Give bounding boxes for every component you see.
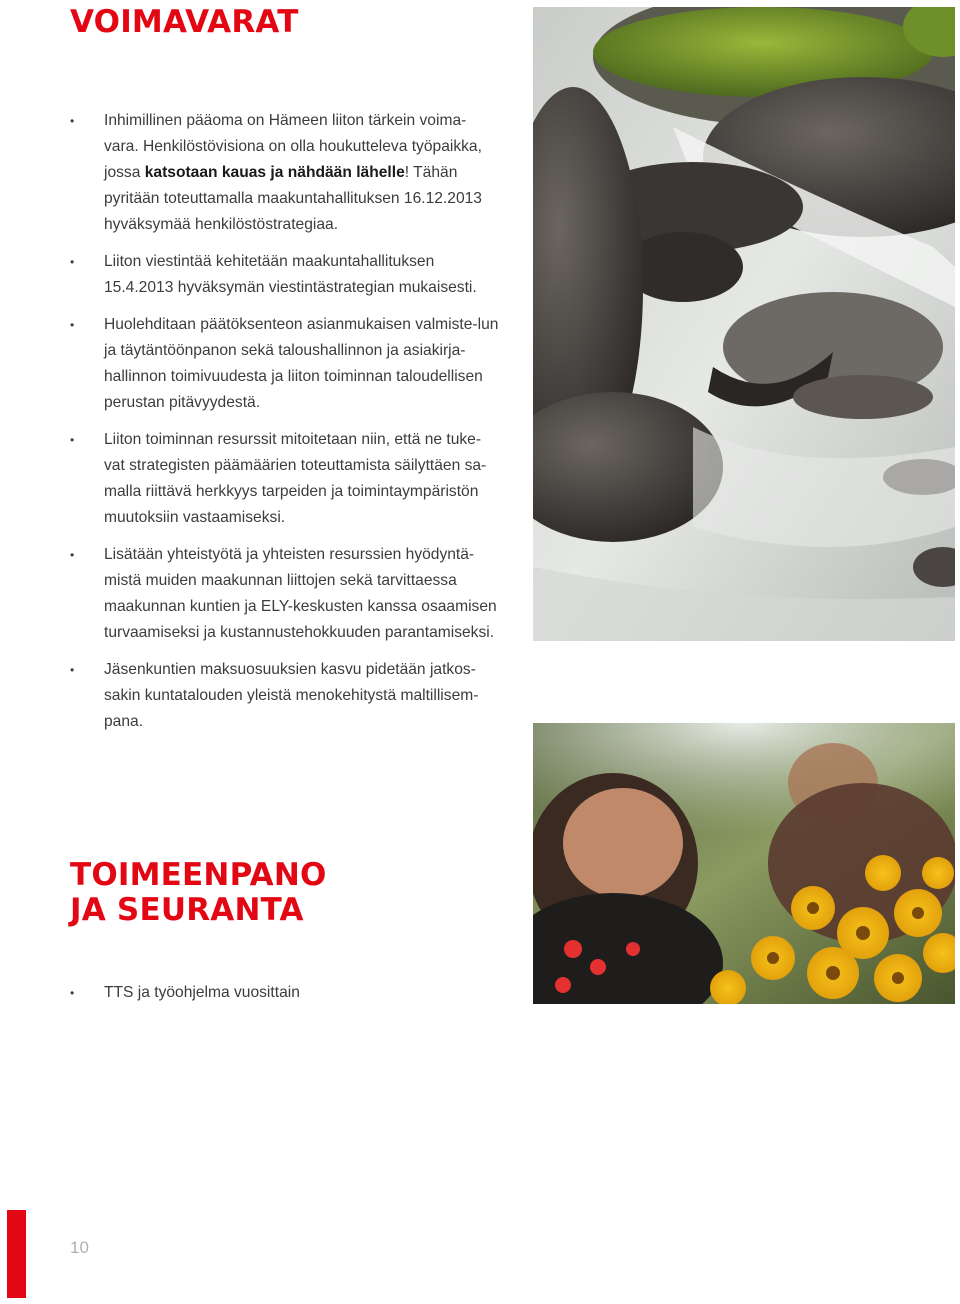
section-title-line-2: JA SEURANTA: [70, 892, 304, 928]
bullet-item: [70, 542, 500, 646]
section-title-voimavarat: VOIMAVARAT: [70, 4, 299, 40]
bullet-item: [70, 657, 500, 735]
bullet-text: Huolehditaan päätöksenteon asianmukaisen valmiste-lun ja täytäntöönpanon sekä taloushallinnon ja asiakirja-hallinnon toimivuudesta ja liiton toiminnan taloudellisen perustan pitävyydestä.: [104, 316, 499, 411]
bullet-text: ! Tähän pyritään toteuttamalla maakuntahallituksen 16.12.2013 hyväksymää henkilöstöstrategiaa.: [104, 164, 482, 233]
bullet-text: Jäsenkuntien maksuosuuksien kasvu pidetään jatkos-sakin kuntatalouden yleistä menokehitystä maltillisem-pana.: [104, 661, 479, 730]
page-number: 10: [70, 1238, 89, 1257]
bullet-text: Liiton toiminnan resurssit mitoitetaan niin, että ne tuke-vat strategisten päämäärien toteuttamista säilyttäen sa-malla riittävä herkkyys tarpeiden ja toimintaympäristön muutoksiin vastaamiseksi.: [104, 431, 487, 526]
bullet-item: [70, 249, 500, 301]
bullet-text: Inhimillinen pääoma on Hämeen liiton tärkein voima-vara. Henkilöstövisiona on olla houkutteleva työpaikka, jossa: [104, 112, 482, 181]
page-edge-marker: [7, 1210, 26, 1298]
emphasized-text: katsotaan kauas ja nähdään lähelle: [144, 164, 405, 181]
bullet-text: Lisätään yhteistyötä ja yhteisten resurssien hyödyntä-mistä muiden maakunnan liittojen sekä tarvittaessa maakunnan kuntien ja ELY-keskusten kanssa osaamisen turvaamiseksi ja kustannustehokkuuden parantamiseksi.: [104, 546, 497, 641]
toimeenpano-bullet-list: [70, 980, 500, 1017]
bullet-item: [70, 312, 500, 416]
flowers-photo: [533, 723, 955, 1004]
section-title-toimeenpano: [70, 858, 327, 928]
stream-photo: [533, 7, 955, 641]
bullet-text: TTS ja työohjelma vuosittain: [104, 984, 300, 1001]
bullet-item: [70, 427, 500, 531]
voimavarat-bullet-list: [70, 108, 500, 746]
bullet-item: [70, 108, 500, 238]
section-title-line-1: TOIMEENPANO: [70, 857, 327, 893]
bullet-text: Liiton viestintää kehitetään maakuntahallituksen 15.4.2013 hyväksymän viestintästrategian mukaisesti.: [104, 253, 477, 296]
bullet-item: [70, 980, 500, 1006]
